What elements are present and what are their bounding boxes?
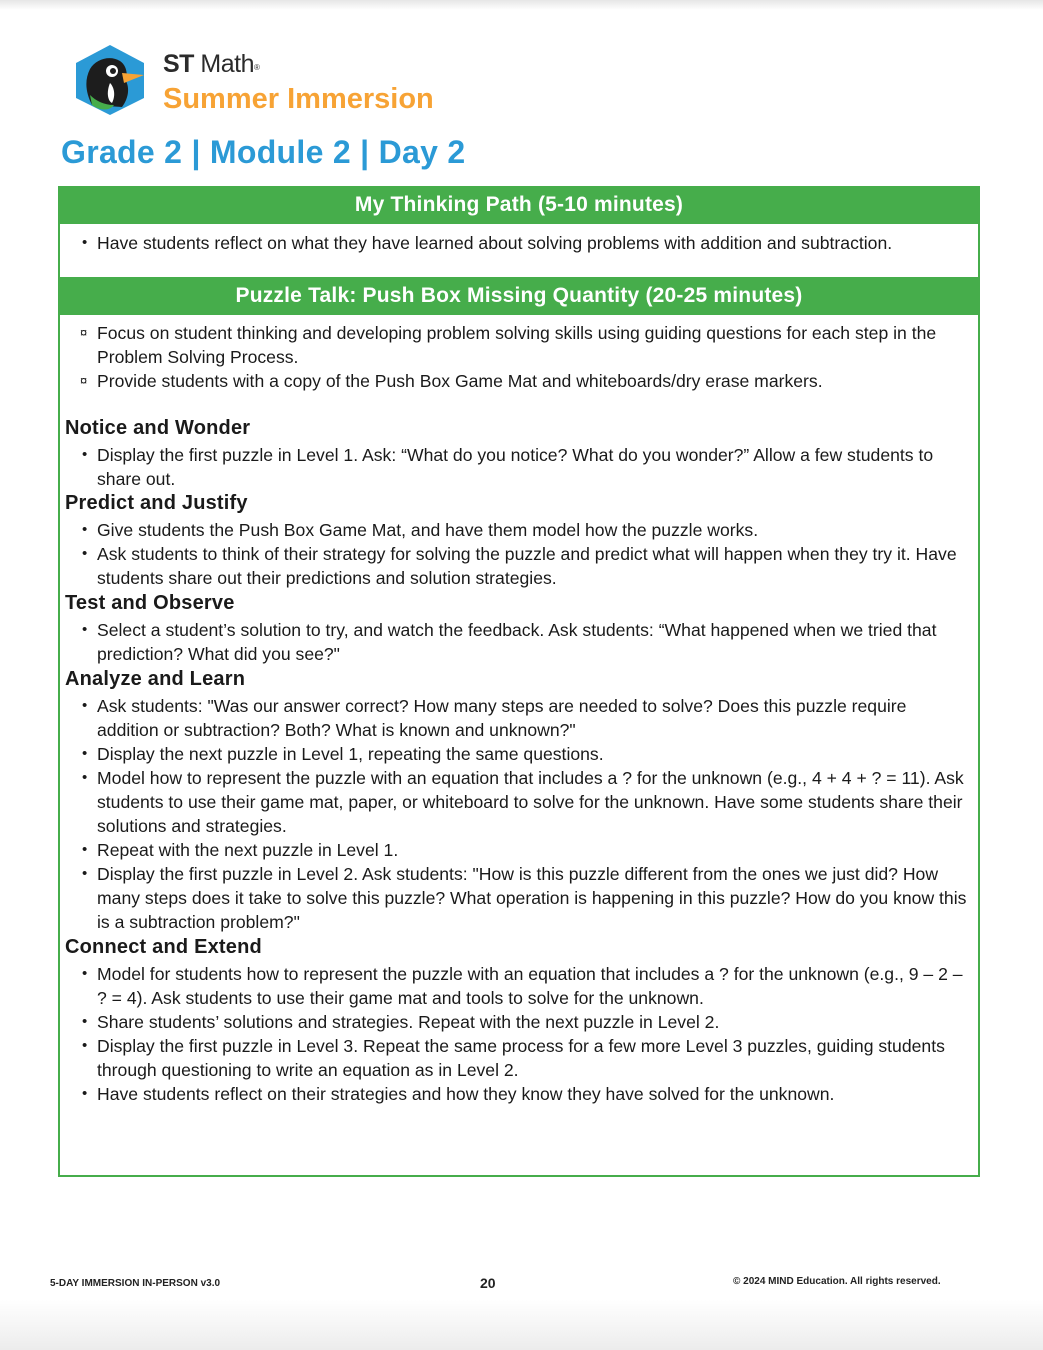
list-item: • Select a student’s solution to try, and watch the feedback. Ask students: “What happened when we tried that prediction? What did you see?" <box>82 620 937 664</box>
math-text: Math <box>200 50 254 78</box>
bullet-icon: • <box>82 745 88 762</box>
test-observe-list <box>60 618 972 666</box>
registered-mark: ® <box>254 63 260 72</box>
test-observe-heading: Test and Observe <box>65 592 235 614</box>
list-item: • Display the first puzzle in Level 3. Repeat the same process for a few more Level 3 puzzles, guiding students through questioning to write an equation as in Level 2. <box>82 1036 945 1080</box>
bullet-icon: • <box>82 446 88 463</box>
bullet-icon: • <box>82 1085 88 1102</box>
penguin-logo <box>70 43 150 117</box>
bullet-icon: • <box>82 965 88 982</box>
top-shade <box>0 0 1043 10</box>
bottom-shade <box>0 1300 1043 1350</box>
bullet-icon: • <box>82 621 88 638</box>
footer-copyright: © 2024 MIND Education. All rights reserved. <box>733 1276 941 1287</box>
list-item: • Ask students: "Was our answer correct? How many steps are needed to solve? Does this puzzle require addition or subtraction? Both? What is known and unknown?" <box>82 696 907 740</box>
lesson-content-box <box>58 186 980 1177</box>
list-item: ¤ Focus on student thinking and developing problem solving skills using guiding questions for each step in the Problem Solving Process. <box>80 323 937 367</box>
connect-extend-heading: Connect and Extend <box>65 936 262 958</box>
thinking-path-header: My Thinking Path (5-10 minutes) <box>60 188 978 222</box>
list-item: • Model for students how to represent the puzzle with an equation that includes a ? for the unknown (e.g., 9 – 2 – ? = 4). Ask students to use their game mat and tools to solve for the unknown. <box>82 964 963 1008</box>
predict-justify-heading: Predict and Justify <box>65 492 248 514</box>
bullet-icon: • <box>82 1013 88 1030</box>
bullet-icon: • <box>82 865 88 882</box>
notice-wonder-list <box>60 443 972 491</box>
st-text: ST <box>163 50 194 78</box>
list-item: • Display the next puzzle in Level 1, repeating the same questions. <box>82 744 604 764</box>
predict-justify-list <box>60 518 972 590</box>
list-item: • Have students reflect on their strategies and how they know they have solved for the unknown. <box>82 1084 835 1104</box>
bullet-icon: • <box>82 769 88 786</box>
list-item: • Ask students to think of their strategy for solving the puzzle and predict what will happen when they try it. Have students share out their predictions and solution strategies. <box>82 544 957 588</box>
list-item: • Display the first puzzle in Level 2. Ask students: "How is this puzzle different from the ones we just did? How many steps does it take to solve this puzzle? What operation is happening in this puzzle? How do you know this is a subtraction problem?" <box>82 864 967 932</box>
notice-wonder-heading: Notice and Wonder <box>65 417 251 439</box>
st-math-wordmark <box>163 50 434 82</box>
list-item: • Have students reflect on what they have learned about solving problems with addition and subtraction. <box>82 233 893 253</box>
header-divider <box>60 313 978 315</box>
brand-wordmark <box>163 50 434 116</box>
list-item: • Model how to represent the puzzle with an equation that includes a ? for the unknown (e.g., 4 + 4 + ? = 11). Ask students to use their game mat, paper, or whiteboard to solve for the unknown. Have some students share their solutions and strategies. <box>82 768 964 836</box>
page-title: Grade 2 | Module 2 | Day 2 <box>61 134 466 170</box>
thinking-path-list <box>60 231 972 255</box>
bullet-icon: • <box>82 521 88 538</box>
list-item: • Share students’ solutions and strategies. Repeat with the next puzzle in Level 2. <box>82 1012 720 1032</box>
puzzle-talk-intro-list <box>60 321 972 393</box>
puzzle-talk-header: Puzzle Talk: Push Box Missing Quantity (20-25 minutes) <box>60 279 978 313</box>
bullet-icon: • <box>82 1037 88 1054</box>
program-name: Summer Immersion <box>163 83 434 115</box>
square-bullet-icon: ¤ <box>80 325 88 340</box>
bullet-icon: • <box>82 234 88 251</box>
bullet-icon: • <box>82 545 88 562</box>
header-divider <box>60 222 978 224</box>
bullet-icon: • <box>82 697 88 714</box>
footer-version: 5-DAY IMMERSION IN-PERSON v3.0 <box>50 1278 221 1289</box>
list-item: • Repeat with the next puzzle in Level 1. <box>82 840 399 860</box>
bullet-icon: • <box>82 841 88 858</box>
connect-extend-list <box>60 962 972 1106</box>
analyze-learn-list <box>60 694 972 934</box>
analyze-learn-heading: Analyze and Learn <box>65 668 246 690</box>
list-item: ¤ Provide students with a copy of the Push Box Game Mat and whiteboards/dry erase markers. <box>80 371 823 391</box>
square-bullet-icon: ¤ <box>80 373 88 388</box>
page-number: 20 <box>480 1275 496 1291</box>
list-item: • Display the first puzzle in Level 1. Ask: “What do you notice? What do you wonder?” Allow a few students to share out. <box>82 445 934 489</box>
list-item: • Give students the Push Box Game Mat, and have them model how the puzzle works. <box>82 520 759 540</box>
